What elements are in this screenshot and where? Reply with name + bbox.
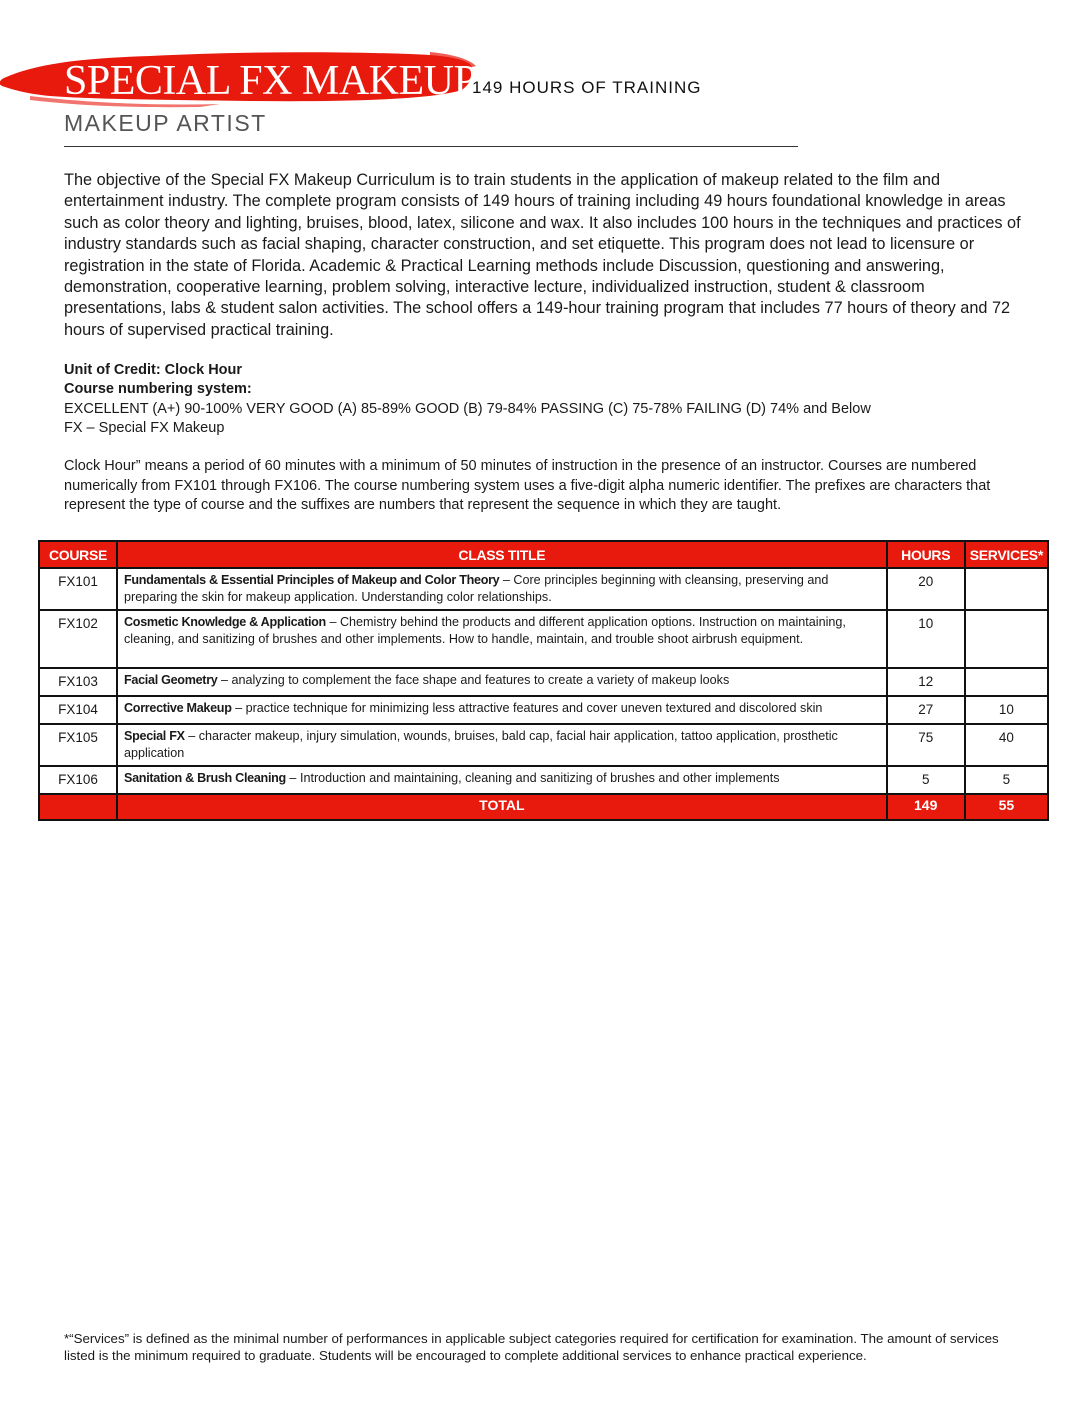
class-title-cell (117, 724, 887, 766)
class-title: Cosmetic Knowledge & Application (124, 615, 326, 629)
grading-scale: EXCELLENT (A+) 90-100% VERY GOOD (A) 85-89% GOOD (B) 79-84% PASSING (C) 75-78% FAILING (D) 74% and Below (64, 400, 871, 417)
class-title-cell (117, 696, 887, 724)
credit-info (64, 361, 1024, 439)
clock-hour-definition: Clock Hour” means a period of 60 minutes with a minimum of 50 minutes of instruction in the presence of an instructor. Courses are numbered numerically from FX101 through FX106. The course numbering system uses a five-digit alpha numeric identifier. The prefixes are characters that represent the type of course and the suffixes are numbers that represent the sequence in which they are taught. (64, 458, 991, 514)
page-title: SPECIAL FX MAKEUP (64, 58, 477, 104)
course-hours: 12 (887, 668, 965, 696)
class-description: – practice technique for minimizing less attractive features and cover uneven textured and discolored skin (231, 701, 823, 715)
services-footnote: *“Services” is defined as the minimal number of performances in applicable subject categories required for certification for examination. The amount of services listed is the minimum required to graduate. Students will be encouraged to complete additional services to enhance practical experience. (64, 1331, 999, 1363)
class-title-cell (117, 568, 887, 610)
header-hours: HOURS (887, 541, 965, 568)
total-services: 55 (965, 794, 1048, 820)
table-row (39, 724, 1048, 766)
class-title-cell (117, 668, 887, 696)
course-services: 10 (965, 696, 1048, 724)
class-description: – Core principles beginning with cleansing, preserving and preparing the skin for makeup application. Understanding color relationships. (124, 573, 829, 604)
table-total-row (39, 794, 1048, 820)
class-title-cell (117, 610, 887, 668)
course-services (965, 668, 1048, 696)
unit-of-credit: Unit of Credit: Clock Hour (64, 362, 243, 378)
program-subtitle: MAKEUP ARTIST (64, 110, 267, 136)
class-description: – analyzing to complement the face shape and features to create a variety of makeup looks (217, 673, 730, 687)
class-description: – character makeup, injury simulation, wounds, bruises, bald cap, facial hair application, tattoo application, prosthetic application (124, 729, 838, 760)
table-row (39, 668, 1048, 696)
header-divider (64, 146, 798, 147)
class-description: – Introduction and maintaining, cleaning and sanitizing of brushes and other implements (285, 771, 780, 785)
header-class-title: CLASS TITLE (117, 541, 887, 568)
total-hours: 149 (887, 794, 965, 820)
program-objective-paragraph: The objective of the Special FX Makeup Curriculum is to train students in the application of makeup related to the film and entertainment industry. The complete program consists of 149 hours of training including 49 hours foundational knowledge in areas such as color theory and lighting, bruises, blood, latex, silicone and wax. It also includes 100 hours in the techniques and practices of industry standards such as facial shaping, character construction, and set etiquette. This program does not lead to licensure or registration in the state of Florida. Academic & Practical Learning methods include Discussion, questioning and answering, demonstration, cooperative learning, problem solving, interactive lecture, individualized instruction, student & classroom presentations, labs & student salon activities. The school offers a 149-hour training program that includes 77 hours of theory and 72 hours of supervised practical training. (64, 171, 1021, 339)
class-title: Special FX (124, 729, 185, 743)
class-title: Fundamentals & Essential Principles of Makeup and Color Theory (124, 573, 500, 587)
course-code: FX101 (39, 568, 117, 610)
total-label: TOTAL (117, 794, 887, 820)
course-hours: 10 (887, 610, 965, 668)
course-code: FX106 (39, 766, 117, 794)
course-services: 40 (965, 724, 1048, 766)
course-code: FX103 (39, 668, 117, 696)
total-spacer (39, 794, 117, 820)
course-code: FX104 (39, 696, 117, 724)
table-row (39, 696, 1048, 724)
training-hours-label: 149 HOURS OF TRAINING (472, 78, 702, 97)
table-header-row (39, 541, 1048, 568)
course-services: 5 (965, 766, 1048, 794)
course-code: FX105 (39, 724, 117, 766)
class-title: Sanitation & Brush Cleaning (124, 771, 286, 785)
course-services (965, 568, 1048, 610)
course-prefix: FX – Special FX Makeup (64, 420, 225, 437)
class-description: – Chemistry behind the products and different application options. Instruction on maintaining, cleaning, and sanitizing of brushes and other implements. How to handle, maintain, and trouble shoot airbrush equipment. (124, 615, 846, 646)
course-hours: 27 (887, 696, 965, 724)
course-hours: 20 (887, 568, 965, 610)
table-row (39, 766, 1048, 794)
numbering-heading: Course numbering system: (64, 381, 252, 398)
course-services (965, 610, 1048, 668)
header-services: SERVICES* (965, 541, 1048, 568)
course-code: FX102 (39, 610, 117, 668)
table-row (39, 610, 1048, 668)
curriculum-table (38, 540, 1049, 821)
course-hours: 5 (887, 766, 965, 794)
course-hours: 75 (887, 724, 965, 766)
table-row (39, 568, 1048, 610)
class-title: Facial Geometry (124, 673, 218, 687)
class-title-cell (117, 766, 887, 794)
class-title: Corrective Makeup (124, 701, 232, 715)
header-course: COURSE (39, 541, 117, 568)
